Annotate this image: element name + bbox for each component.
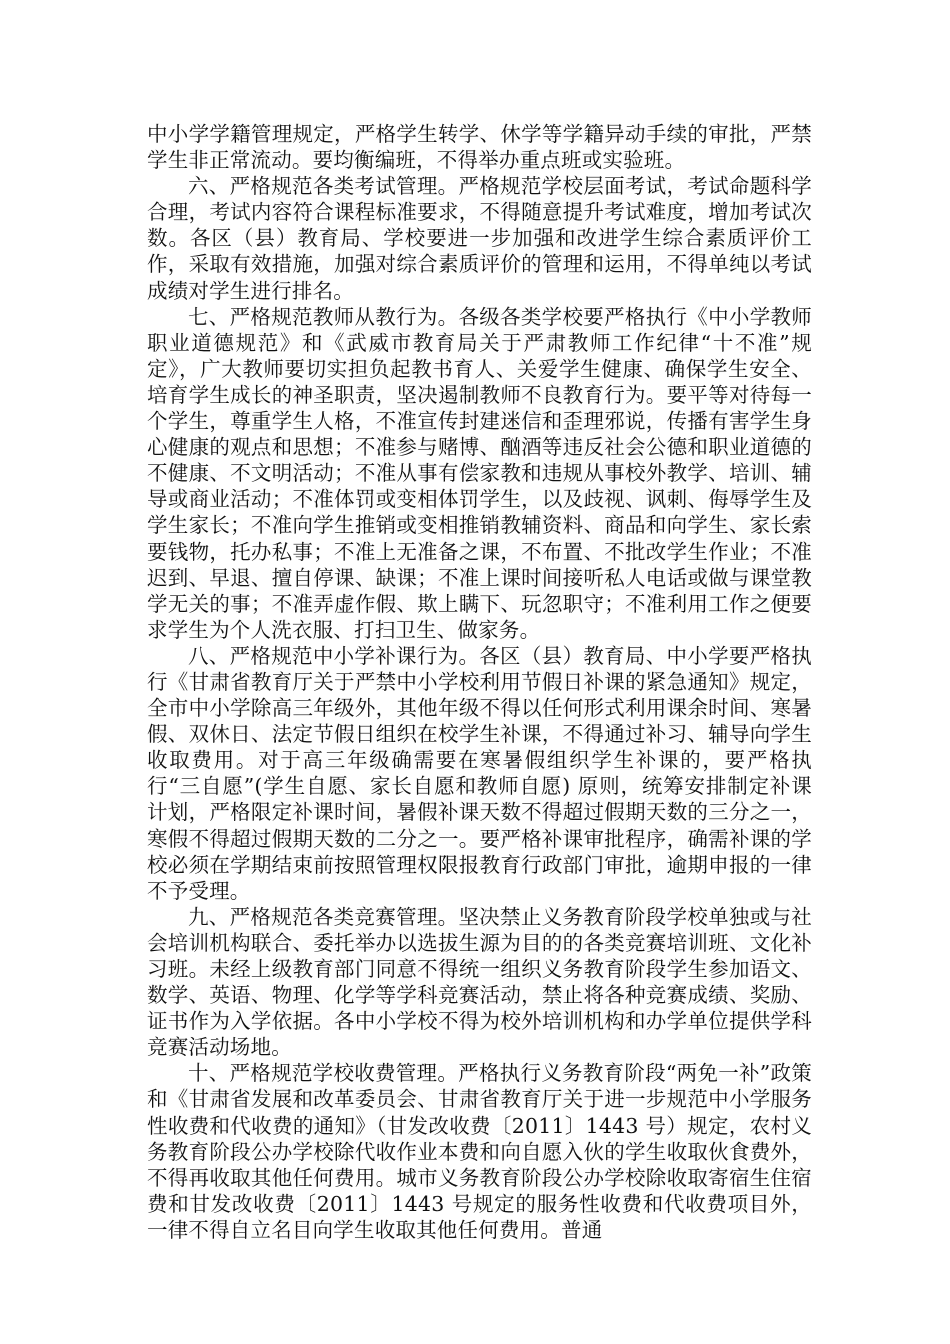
paragraph-1: 中小学学籍管理规定，严格学生转学、休学等学籍异动手续的审批，严禁学生非正常流动。要均衡编班，不得举办重点班或实验班。 [147,122,812,173]
paragraph-2: 六、严格规范各类考试管理。严格规范学校层面考试，考试命题科学合理，考试内容符合课程标准要求，不得随意提升考试难度，增加考试次数。各区（县）教育局、学校要进一步加强和改进学生综合素质评价工作，采取有效措施，加强对综合素质评价的管理和运用，不得单纯以考试成绩对学生进行排名。 [147,174,812,303]
paragraph-3: 七、严格规范教师从教行为。各级各类学校要严格执行《中小学教师职业道德规范》和《武威市教育局关于严肃教师工作纪律“十不准”规定》，广大教师要切实担负起教书育人、关爱学生健康、确保学生安全、培育学生成长的神圣职责，坚决遏制教师不良教育行为。要平等对待每一个学生，尊重学生人格，不准宣传封建迷信和歪理邪说，传播有害学生身心健康的观点和思想；不准参与赌博、酗酒等违反社会公德和职业道德的不健康、不文明活动；不准从事有偿家教和违规从事校外教学、培训、辅导或商业活动；不准体罚或变相体罚学生，以及歧视、讽刺、侮辱学生及学生家长；不准向学生推销或变相推销教辅资料、商品和向学生、家长索要钱物，托办私事；不准上无准备之课，不布置、不批改学生作业；不准迟到、早退、擅自停课、缺课；不准上课时间接听私人电话或做与课堂教学无关的事；不准弄虚作假、欺上瞒下、玩忽职守；不准利用工作之便要求学生为个人洗衣服、打扫卫生、做家务。 [147,304,812,642]
paragraph-6: 十、严格规范学校收费管理。严格执行义务教育阶段“两免一补”政策和《甘肃省发展和改革委员会、甘肃省教育厅关于进一步规范中小学服务性收费和代收费的通知》（甘发改收费〔2011〕1443 号）规定，农村义务教育阶段公办学校除代收作业本费和向自愿入伙的学生收取伙食费外，不得再收取其他任何费用。城市义务教育阶段公办学校除收取寄宿生住宿费和甘发改收费〔2011〕1443 号规定的服务性收费和代收费项目外，一律不得自立名目向学生收取其他任何费用。普通 [147,1061,812,1242]
paragraph-5: 九、严格规范各类竞赛管理。坚决禁止义务教育阶段学校单独或与社会培训机构联合、委托举办以选拔生源为目的的各类竞赛培训班、文化补习班。未经上级教育部门同意不得统一组织义务教育阶段学生参加语文、数学、英语、物理、化学等学科竞赛活动，禁止将各种竞赛成绩、奖励、证书作为入学依据。各中小学校不得为校外培训机构和办学单位提供学科竞赛活动场地。 [147,904,812,1060]
document-page [147,121,812,1243]
paragraph-4: 八、严格规范中小学补课行为。各区（县）教育局、中小学要严格执行《甘肃省教育厅关于严禁中小学校利用节假日补课的紧急通知》规定，全市中小学除高三年级外，其他年级不得以任何形式利用课余时间、寒暑假、双休日、法定节假日组织在校学生补课，不得通过补习、辅导向学生收取费用。对于高三年级确需要在寒暑假组织学生补课的，要严格执行“三自愿”(学生自愿、家长自愿和教师自愿) 原则，统筹安排制定补课计划，严格限定补课时间，暑假补课天数不得超过假期天数的三分之一，寒假不得超过假期天数的二分之一。要严格补课审批程序，确需补课的学校必须在学期结束前按照管理权限报教育行政部门审批，逾期申报的一律不予受理。 [147,643,812,903]
